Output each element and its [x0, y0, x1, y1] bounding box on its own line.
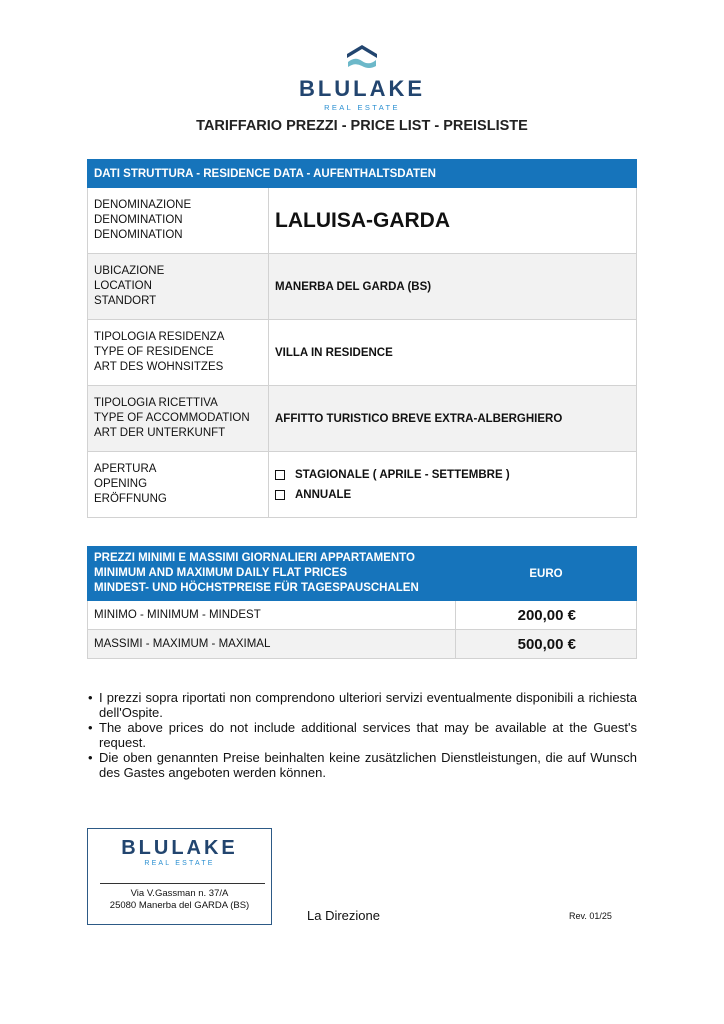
- stamp-brand: BLULAKE: [121, 837, 238, 859]
- company-stamp: [87, 828, 272, 925]
- row-label: APERTURA OPENING ERÖFFNUNG: [88, 452, 269, 518]
- max-price-value: 500,00 €: [456, 630, 637, 659]
- divider: [100, 883, 265, 884]
- location-value: MANERBA DEL GARDA (BS): [269, 254, 637, 320]
- residence-table-header: DATI STRUTTURA - RESIDENCE DATA - AUFENTHALTSDATEN: [88, 160, 637, 188]
- currency-header: EURO: [456, 547, 637, 601]
- table-row: [88, 386, 637, 452]
- table-row: [88, 601, 637, 630]
- min-price-label: MINIMO - MINIMUM - MINDEST: [88, 601, 456, 630]
- opening-options: [269, 452, 637, 518]
- row-label: DENOMINAZIONE DENOMINATION DENOMINATION: [88, 188, 269, 254]
- seasonal-option[interactable]: STAGIONALE ( APRILE - SETTEMBRE ): [275, 465, 630, 485]
- residence-name: LALUISA-GARDA: [269, 188, 637, 254]
- house-wave-logo-icon: [345, 42, 379, 70]
- header-logo: [0, 42, 724, 112]
- price-table: [87, 546, 637, 659]
- row-label: UBICAZIONE LOCATION STANDORT: [88, 254, 269, 320]
- brand-tagline: REAL ESTATE: [324, 103, 400, 112]
- price-table-header: PREZZI MINIMI E MASSIMI GIORNALIERI APPARTAMENTO MINIMUM AND MAXIMUM DAILY FLAT PRICES MINDEST- UND HÖCHSTPREISE FÜR TAGESPAUSCHALEN: [88, 547, 456, 601]
- stamp-address: Via V.Gassman n. 37/A 25080 Manerba del GARDA (BS): [109, 888, 250, 911]
- stamp-tagline: REAL ESTATE: [144, 860, 215, 867]
- table-row: [88, 254, 637, 320]
- document-title: TARIFFARIO PREZZI - PRICE LIST - PREISLISTE: [196, 118, 528, 134]
- revision-label: Rev. 01/25: [569, 911, 612, 921]
- table-row: [88, 630, 637, 659]
- notes-list: [88, 690, 637, 780]
- table-row: [88, 320, 637, 386]
- list-item: • Die oben genannten Preise beinhalten keine zusätzlichen Dienstleistungen, die auf Wunsch des Gastes angeboten werden können.: [88, 750, 637, 780]
- brand-name: BLULAKE: [298, 76, 426, 101]
- residence-type-value: VILLA IN RESIDENCE: [269, 320, 637, 386]
- accommodation-type-value: AFFITTO TURISTICO BREVE EXTRA-ALBERGHIERO: [269, 386, 637, 452]
- min-price-value: 200,00 €: [456, 601, 637, 630]
- table-row: [88, 188, 637, 254]
- row-label: TIPOLOGIA RESIDENZA TYPE OF RESIDENCE ART DES WOHNSITZES: [88, 320, 269, 386]
- max-price-label: MASSIMI - MAXIMUM - MAXIMAL: [88, 630, 456, 659]
- residence-data-table: [87, 159, 637, 518]
- table-row: [88, 452, 637, 518]
- list-item: • The above prices do not include additional services that may be available at the Guest's request.: [88, 720, 637, 750]
- list-item: • I prezzi sopra riportati non comprendono ulteriori servizi eventualmente disponibili a richiesta dell'Ospite.: [88, 690, 637, 720]
- checkbox-icon[interactable]: [275, 490, 285, 500]
- signature-label: La Direzione: [307, 908, 380, 923]
- row-label: TIPOLOGIA RICETTIVA TYPE OF ACCOMMODATION ART DER UNTERKUNFT: [88, 386, 269, 452]
- annual-option[interactable]: ANNUALE: [275, 485, 630, 505]
- checkbox-icon[interactable]: [275, 470, 285, 480]
